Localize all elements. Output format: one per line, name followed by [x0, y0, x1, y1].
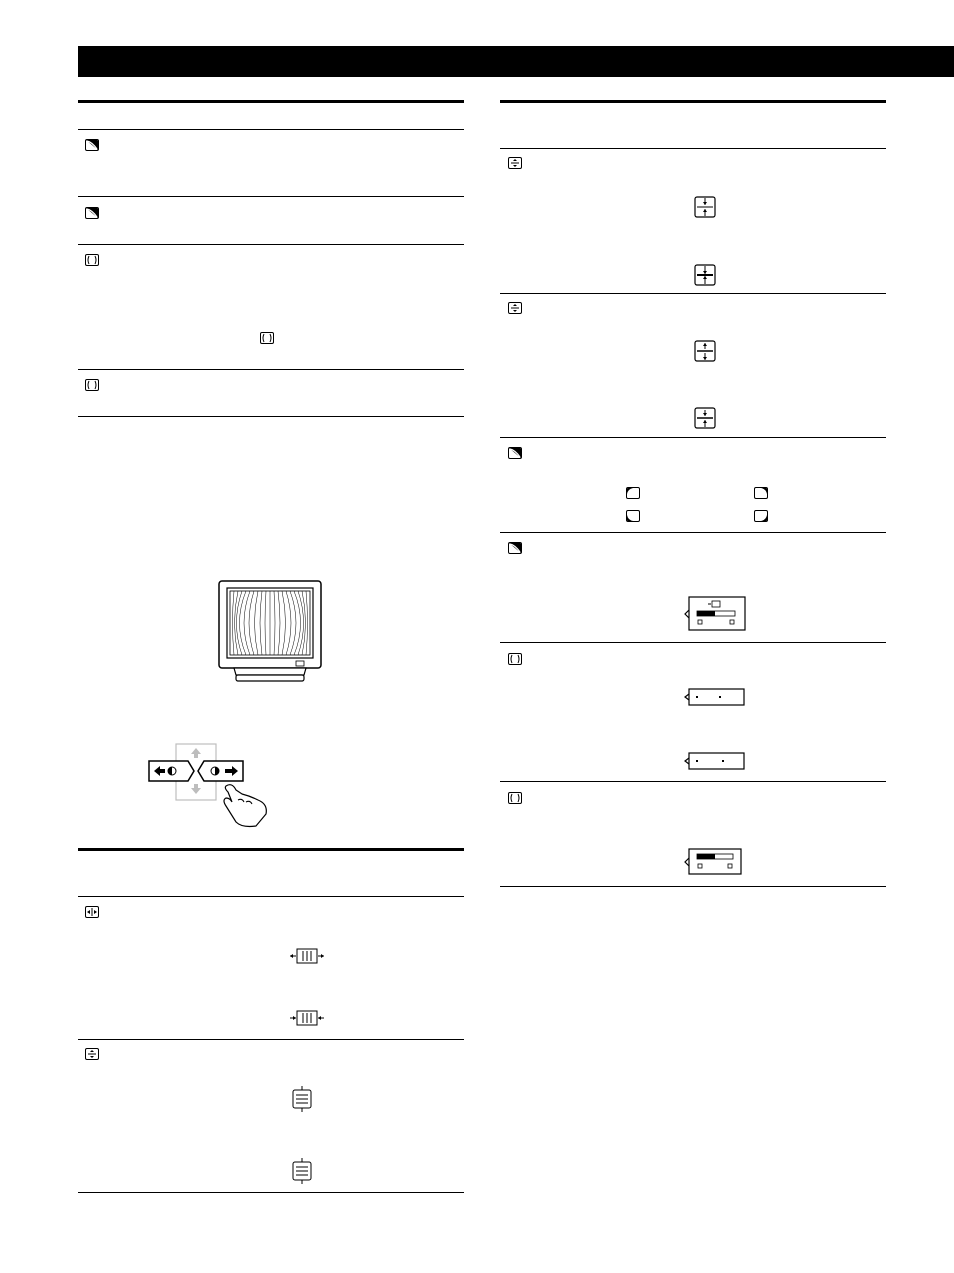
right-table-rule [500, 781, 886, 782]
top-right-corner-icon [754, 487, 768, 499]
corner-correction-icon [508, 542, 522, 554]
pincushion-icon [508, 653, 522, 665]
top-convergence-in-icon [694, 264, 716, 286]
right-table-rule [500, 293, 886, 294]
pincushion-osd-in-icon [684, 752, 746, 772]
corner-correction-icon [508, 447, 522, 459]
left-table-bottom-rule [78, 1192, 464, 1193]
right-table-bottom-rule [500, 886, 886, 887]
right-table-rule [500, 532, 886, 533]
pincushion-balance-icon [85, 207, 99, 219]
pincushion-balance-icon [85, 139, 99, 151]
pincushion-adjustment-osd-icon [684, 848, 742, 876]
left-table-rule [78, 416, 464, 417]
left-table-rule [78, 369, 464, 370]
pincushion-osd-out-icon [684, 688, 746, 708]
bottom-convergence-in-icon [694, 407, 716, 429]
bottom-convergence-out-icon [694, 340, 716, 362]
pincushion-icon [260, 332, 274, 344]
right-table-rule [500, 437, 886, 438]
pincushion-icon [85, 254, 99, 266]
horizontal-convergence-icon [85, 906, 99, 918]
page-header-bar [78, 46, 954, 77]
corner-adjustment-osd-icon [684, 596, 746, 632]
horizontal-static-convergence-in-icon [289, 1008, 325, 1028]
vertical-convergence-icon [508, 302, 522, 314]
left-table-rule [78, 196, 464, 197]
right-table-rule [500, 642, 886, 643]
monitor-moire-illustration [214, 578, 326, 690]
left-table-top-rule [78, 100, 464, 103]
pincushion-icon [508, 792, 522, 804]
left-table-rule [78, 896, 464, 897]
left-table-rule [78, 129, 464, 130]
left-bottom-table-top-rule [78, 848, 464, 851]
right-table-rule [500, 148, 886, 149]
left-table-rule [78, 244, 464, 245]
left-table-rule [78, 1039, 464, 1040]
vertical-static-convergence-in-icon [292, 1158, 312, 1184]
pincushion-icon [85, 379, 99, 391]
top-left-corner-icon [626, 487, 640, 499]
horizontal-static-convergence-out-icon [289, 946, 325, 966]
vertical-convergence-icon [85, 1048, 99, 1060]
bottom-right-corner-icon [754, 510, 768, 522]
vertical-convergence-icon [508, 157, 522, 169]
bottom-left-corner-icon [626, 510, 640, 522]
control-button-pad-illustration [146, 742, 276, 828]
top-convergence-out-icon [694, 196, 716, 218]
right-table-top-rule [500, 100, 886, 103]
vertical-static-convergence-out-icon [292, 1086, 312, 1112]
